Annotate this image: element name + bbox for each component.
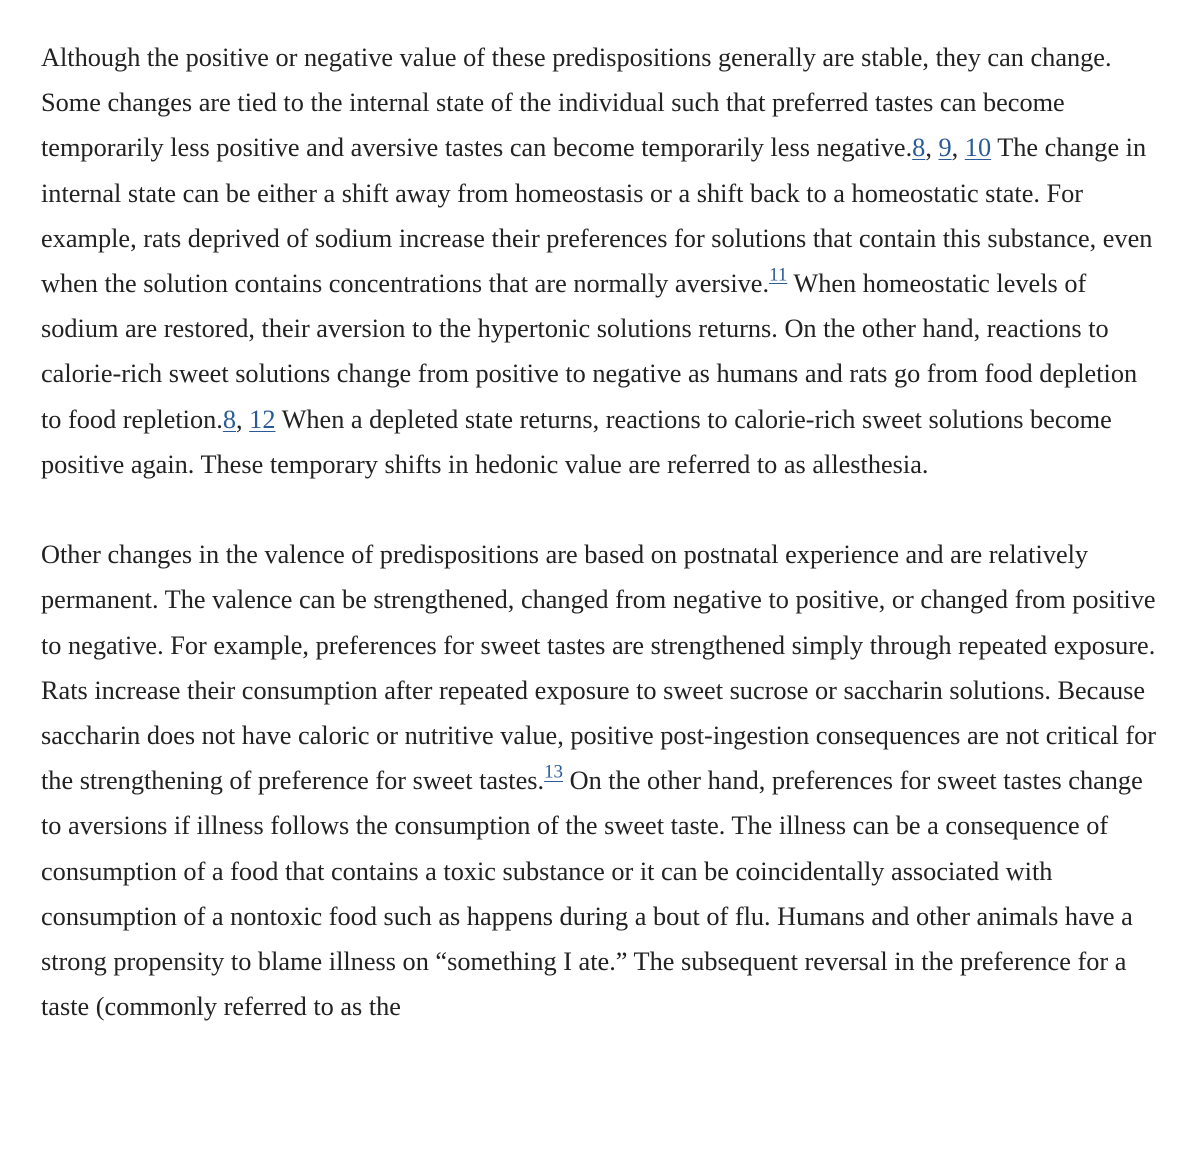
- reference-link[interactable]: 8: [222, 404, 237, 434]
- paragraph: [41, 532, 1159, 1029]
- reference-link[interactable]: 11: [769, 264, 788, 286]
- paragraph-text: ,: [925, 133, 939, 163]
- reference-link[interactable]: 9: [938, 133, 952, 163]
- reference-link[interactable]: 10: [964, 133, 992, 163]
- paragraph-text: The change in internal state can be either a shift away from homeostasis or a shift back to a homeostatic state. For example, rats deprived of sodium increase their preferences for solutions that contain this substance, even when the solution contains concentrations that are normally aversive.: [41, 133, 1153, 299]
- paragraph-text: When homeostatic levels of sodium are restored, their aversion to the hypertonic solutions returns. On the other hand, reactions to calorie-rich sweet solutions change from positive to negative as humans and rats go from food depletion to food repletion.: [41, 269, 1138, 434]
- reference-link[interactable]: 13: [544, 761, 564, 783]
- paragraph: [41, 35, 1159, 487]
- superscript-reference: [544, 762, 563, 783]
- paragraph-text: ,: [951, 133, 965, 163]
- paragraph-text: Other changes in the valence of predispositions are based on postnatal experience and are relatively permanent. The valence can be strengthened, changed from negative to positive, or changed from positive to negative. For example, preferences for sweet tastes are strengthened simply through repeated exposure. Rats increase their consumption after repeated exposure to sweet sucrose or saccharin solutions. Because saccharin does not have caloric or nutritive value, positive post-ingestion consequences are not critical for the strengthening of preference for sweet tastes.: [41, 540, 1157, 796]
- article-body: [41, 35, 1159, 1029]
- paragraph-text: On the other hand, preferences for sweet tastes change to aversions if illness follows the consumption of the sweet taste. The illness can be a consequence of consumption of a food that contains a toxic substance or it can be coincidentally associated with consumption of a nontoxic food such as happens during a bout of flu. Humans and other animals have a strong propensity to blame illness on “something I ate.” The subsequent reversal in the preference for a taste (commonly referred to as the: [41, 766, 1143, 1022]
- reference-link[interactable]: 12: [249, 404, 276, 434]
- superscript-reference: [769, 264, 787, 285]
- paragraph-text: Although the positive or negative value of these predispositions generally are stable, they can change. Some changes are tied to the internal state of the individual such that preferred tastes can become temporarily less positive and aversive tastes can become temporarily less negative.: [41, 43, 1112, 163]
- reference-link[interactable]: 8: [912, 133, 926, 163]
- paragraph-text: When a depleted state returns, reactions to calorie-rich sweet solutions become positive again. These temporary shifts in hedonic value are referred to as allesthesia.: [41, 404, 1112, 479]
- paragraph-text: ,: [236, 404, 250, 434]
